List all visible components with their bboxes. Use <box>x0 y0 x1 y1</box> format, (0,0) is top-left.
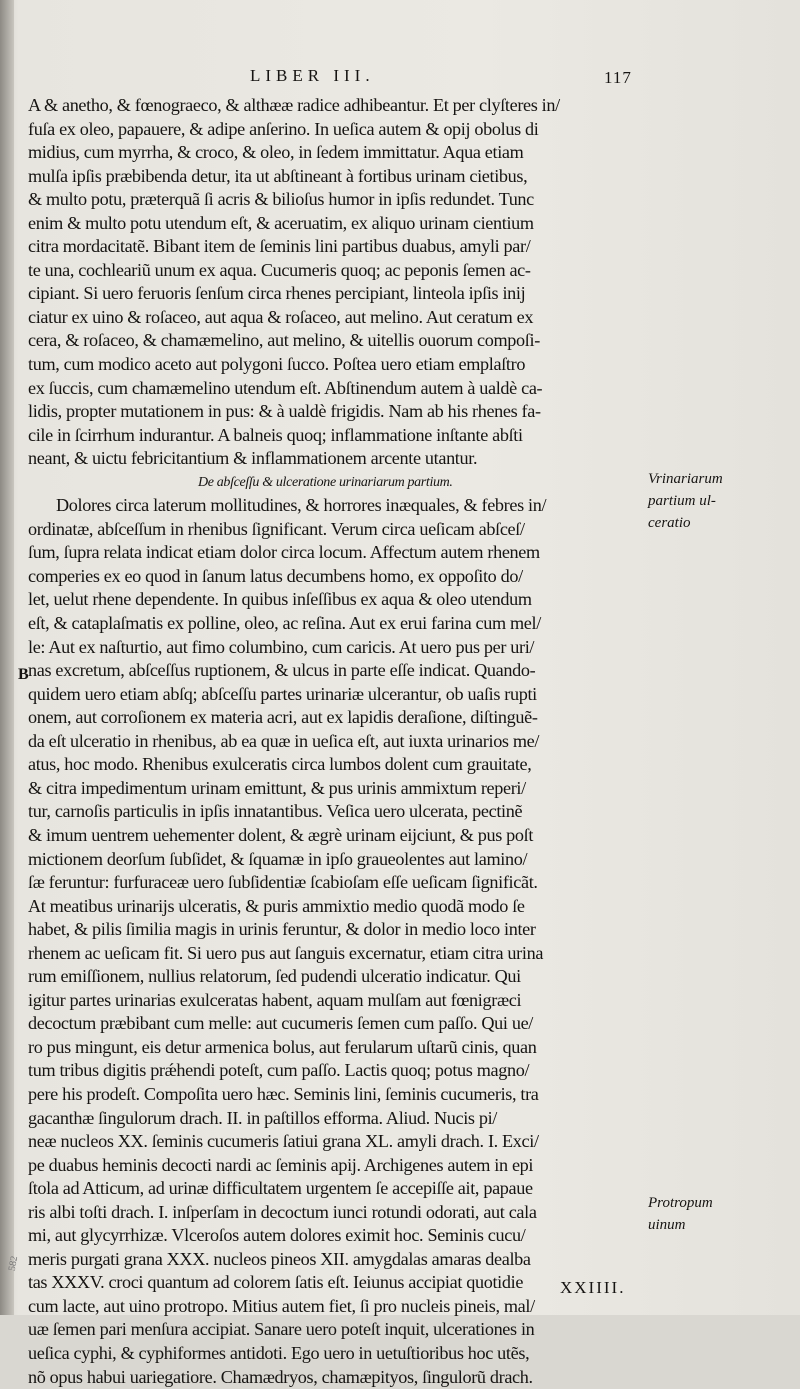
text-line: tur, carnoſis particulis in ipſis innatantibus. Veſica uero ulcerata, pectinẽ <box>28 801 523 822</box>
text-line: decoctum præbibant cum melle: aut cucumeris ſemen cum paſſo. Qui ue/ <box>28 1013 533 1034</box>
text-line: nõ opus habui uariegatiore. Chamædryos, chamæpityos, ſingulorũ drach. <box>28 1366 533 1387</box>
text-line: tum, cum modico aceto aut polygoni ſucco. Poſtea uero etiam emplaſtro <box>28 354 526 375</box>
text-line: Dolores circa laterum mollitudines, & horrores inæquales, & febres in/ <box>56 495 547 516</box>
text-line: ſum, ſupra relata indicat etiam dolor circa locum. Affectum autem rhenem <box>28 542 540 563</box>
text-line: mi, aut glycyrrhizæ. Vlceroſos autem dolores eximit hoc. Seminis cucu/ <box>28 1225 526 1246</box>
text-line: pe duabus heminis decocti nardi ac ſeminis apij. Archigenes autem in epi <box>28 1154 534 1175</box>
text-line: ro pus mingunt, eis detur armenica bolus, aut ferularum uſtarũ cinis, quan <box>28 1036 537 1057</box>
text-line: & citra impedimentum urinam emittunt, & pus urinis ammixtum reperi/ <box>28 777 526 798</box>
text-line: cile in ſcirrhum indurantur. A balneis quoq; inflammatione inſtante abſti <box>28 424 523 445</box>
text-line: fuſa ex oleo, papauere, & adipe anſerino. In ueſica autem & opij obolus di <box>28 118 539 139</box>
text-line: rum emiſſionem, nullius relatorum, ſed pudendi ulceratio indicatur. Qui <box>28 966 521 987</box>
corner-mark: 582 <box>6 1255 21 1272</box>
margin-note-line: partium ul- <box>648 493 716 509</box>
text-line: & imum uentrem uehementer dolent, & ægrè urinam eijciunt, & pus poſt <box>28 824 534 845</box>
margin-note-line: ceratio <box>648 515 691 531</box>
binding-gutter <box>0 0 14 1315</box>
margin-note-protropum <box>648 1192 778 1236</box>
text-line: cera, & roſaceo, & chamæmelino, aut melino, & uitellis ouorum compoſi- <box>28 330 540 351</box>
text-line: uæ ſemen pari menſura accipiat. Sanare uero poteſt inquit, ulcerationes in <box>28 1319 535 1340</box>
text-line: mictionem deorſum ſubſidet, & ſquamæ in ipſo graueolentes aut lamino/ <box>28 848 528 869</box>
text-line: mulſa ipſis præbibenda detur, ita ut abſtineant à fortibus urinam cietibus, <box>28 165 528 186</box>
text-line: tum tribus digitis prǽhendi poteſt, cum paſſo. Lactis quoq; potus magno/ <box>28 1060 530 1081</box>
text-line: enim & multo potu utendum eſt, & aceruatim, ex aliquo urinam cientium <box>28 212 534 233</box>
text-line: ſtola ad Atticum, ad urinæ difficultatem urgentem ſe accepiſſe ait, papaue <box>28 1178 533 1199</box>
text-line: da eſt ulceratio in rhenibus, ab ea quæ in ueſica eſt, aut iuxta urinarios me/ <box>28 730 540 751</box>
text-line: igitur partes urinarias exulceratas habent, aquam mulſam aut fœnigræci <box>28 989 522 1010</box>
text-line: ſæ feruntur: furfuraceæ uero ſubſidentiæ ſcabioſam eſſe ueſicam ſignificãt. <box>28 872 538 893</box>
running-head: LIBER III. <box>250 66 375 85</box>
section-marker: B <box>18 666 29 683</box>
text-line: le: Aut ex naſturtio, aut fimo columbino, cum caricis. At uero pus per uri/ <box>28 636 535 657</box>
text-line: comperies ex eo quod in ſanum latus decumbens homo, ex oppoſito do/ <box>28 565 523 586</box>
text-line: let, uelut rhene dependente. In quibus inſeſſibus ex aqua & oleo utendum <box>28 589 532 610</box>
text-line: tas XXXV. croci quantum ad colorem ſatis eſt. Ieiunus accipiat quotidie <box>28 1272 524 1293</box>
text-line: ordinatæ, abſceſſum in rhenibus ſignificant. Verum circa ueſicam abſceſ/ <box>28 518 525 539</box>
text-line: meris purgati grana XXX. nucleos pineos XII. amygdalas amaras dealba <box>28 1248 531 1269</box>
margin-note-urinary-ulceration <box>648 468 778 534</box>
text-line: onem, aut corroſionem ex materia acri, aut ex lapidis deraſione, diſtinguẽ- <box>28 707 538 728</box>
margin-note-line: uinum <box>648 1217 686 1233</box>
text-line: cipiant. Si uero feruoris ſenſum circa rhenes percipiant, linteola ipſis inij <box>28 283 526 304</box>
text-line: quidem uero etiam abſq; abſceſſu partes urinariæ ulcerantur, ob uaſis rupti <box>28 683 537 704</box>
text-line: At meatibus urinarijs ulceratis, & puris ammixtio medio quodã modo ſe <box>28 895 525 916</box>
text-line: te una, cochleariũ unum ex aqua. Cucumeris quoq; ac peponis ſemen ac- <box>28 259 531 280</box>
signature-mark: XXIIII. <box>560 1278 626 1297</box>
text-line: habet, & pilis ſimilia magis in urinis feruntur, & dolor in medio loco inter <box>28 919 536 940</box>
text-line: ciatur ex uino & roſaceo, aut aqua & roſaceo, aut melino. Aut ceratum ex <box>28 306 534 327</box>
section-heading: De abſceſſu & ulceratione urinariarum partium. <box>198 474 453 490</box>
main-text-block <box>28 94 638 1389</box>
text-line: gacanthæ ſingulorum drach. II. in paſtillos efforma. Aliud. Nucis pi/ <box>28 1107 498 1128</box>
text-line: nas excretum, abſceſſus ruptionem, & ulcus in parte eſſe indicat. Quando- <box>28 660 536 681</box>
text-line: ris albi toſti drach. I. inſperſam in decoctum iunci rotundi odorati, aut cala <box>28 1201 537 1222</box>
text-line: ex ſuccis, cum chamæmelino utendum eſt. Abſtinendum autem à ualdè ca- <box>28 377 543 398</box>
page-number: 117 <box>604 68 632 87</box>
margin-note-line: Protropum <box>648 1195 713 1211</box>
text-line: neæ nucleos XX. ſeminis cucumeris ſatiui grana XL. amyli drach. I. Exci/ <box>28 1131 539 1152</box>
text-line: rhenem ac ueſicam fit. Si uero pus aut ſanguis excernatur, etiam citra urina <box>28 942 544 963</box>
text-line: citra mordacitatẽ. Bibant item de ſeminis lini partibus duabus, amyli par/ <box>28 236 531 257</box>
margin-note-line: Vrinariarum <box>648 471 723 487</box>
text-line: & multo potu, præterquã ſi acris & bilioſus humor in ipſis redundet. Tunc <box>28 189 534 210</box>
text-line: pere his prodeſt. Compoſita uero hæc. Seminis lini, ſeminis cucumeris, tra <box>28 1083 539 1104</box>
text-line: midius, cum myrrha, & croco, & oleo, in ſedem immittatur. Aqua etiam <box>28 142 524 163</box>
text-line: atus, hoc modo. Rhenibus exulceratis circa lumbos dolent cum grauitate, <box>28 754 532 775</box>
text-line: lidis, propter mutationem in pus: & à ualdè frigidis. Nam ab his rhenes fa- <box>28 401 541 422</box>
text-line: ueſica cyphi, & cyphiformes antidoti. Ego uero in uetuſtioribus hoc utẽs, <box>28 1342 530 1363</box>
text-line: neant, & uictu febricitantium & inflammationem arcente utantur. <box>28 448 478 469</box>
text-line: eſt, & cataplaſmatis ex polline, oleo, ac reſina. Aut ex erui farina cum mel/ <box>28 613 541 634</box>
text-line: A & anetho, & fœnograeco, & althææ radice adhibeantur. Et per clyſteres in/ <box>28 95 560 115</box>
text-line: cum lacte, aut uino protropo. Mitius autem fiet, ſi pro nucleis pineis, mal/ <box>28 1295 535 1316</box>
